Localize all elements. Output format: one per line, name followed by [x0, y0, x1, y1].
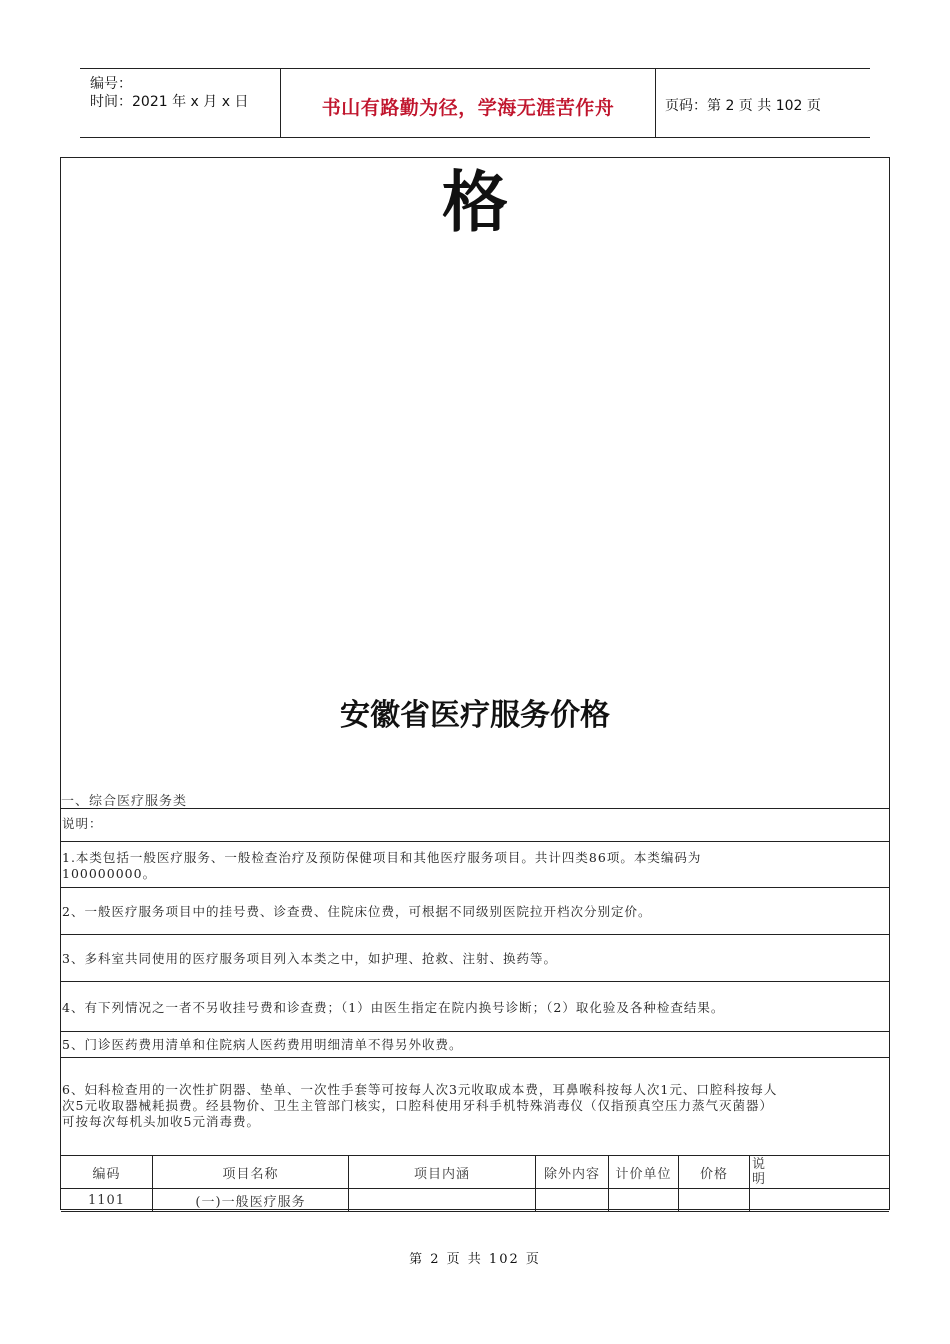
note-text: 次5元收取器械耗损费。经县物价、卫生主管部门核实，口腔科使用牙科手机特殊消毒仪（仅指预真空压力蒸气灭菌器） [62, 1098, 773, 1113]
table-header-row [61, 1156, 889, 1189]
header-motto-cell [280, 69, 656, 137]
column-header-cell [750, 1156, 889, 1188]
note-text: 4、有下列情况之一者不另收挂号费和诊查费；（1）由医生指定在院内换号诊断；（2）取化验及各种检查结果。 [62, 1000, 725, 1015]
column-header: 计价单位 [609, 1156, 679, 1188]
note-text: 3、多科室共同使用的医疗服务项目列入本类之中，如护理、抢救、注射、换药等。 [62, 951, 557, 966]
section-heading: 一、综合医疗服务类 [61, 794, 188, 809]
table-cell [536, 1189, 609, 1211]
table-cell [609, 1189, 679, 1211]
page-header [80, 68, 870, 138]
column-header: 说明 [752, 1157, 767, 1187]
note-row [61, 808, 889, 841]
note-row [61, 934, 889, 981]
motto-text: 书山有路勤为径，学海无涯苦作舟 [321, 97, 615, 119]
note-text: 说明： [62, 816, 103, 831]
note-row [61, 981, 889, 1031]
header-meta-cell [80, 69, 280, 137]
note-text: 100000000。 [62, 866, 157, 881]
big-character: 格 [442, 164, 508, 241]
table-row [61, 1189, 889, 1212]
column-header: 项目名称 [153, 1156, 349, 1188]
column-header: 除外内容 [536, 1156, 609, 1188]
header-page-cell [655, 69, 870, 137]
note-row [61, 1057, 889, 1155]
column-header: 项目内涵 [349, 1156, 536, 1188]
document-title: 安徽省医疗服务价格 [340, 698, 610, 733]
document-frame [60, 157, 890, 1210]
price-table [61, 1155, 889, 1212]
note-text: 可按每次每机头加收5元消毒费。 [62, 1114, 260, 1129]
note-row [61, 887, 889, 934]
table-cell: 1101 [61, 1189, 153, 1211]
page-footer: 第 2 页 共 102 页 [409, 1252, 541, 1267]
time-label: 时间：2021 年 x 月 x 日 [90, 94, 249, 110]
table-cell [750, 1189, 889, 1211]
column-header: 编码 [61, 1156, 153, 1188]
table-cell [349, 1189, 536, 1211]
table-cell [679, 1189, 750, 1211]
note-text: 1.本类包括一般医疗服务、一般检查治疗及预防保健项目和其他医疗服务项目。共计四类86项。本类编码为 [62, 850, 702, 865]
note-text: 2、一般医疗服务项目中的挂号费、诊查费、住院床位费，可根据不同级别医院拉开档次分别定价。 [62, 904, 652, 919]
column-header: 价格 [679, 1156, 750, 1188]
note-row [61, 1031, 889, 1057]
table-cell: (一)一般医疗服务 [153, 1189, 349, 1211]
note-row [61, 841, 889, 887]
note-text: 6、妇科检查用的一次性扩阴器、垫单、一次性手套等可按每人次3元收取成本费，耳鼻喉科按每人次1元、口腔科按每人 [62, 1082, 778, 1097]
note-text: 5、门诊医药费用清单和住院病人医药费用明细清单不得另外收费。 [62, 1037, 463, 1052]
page-info: 页码：第 2 页 共 102 页 [665, 98, 821, 114]
number-label: 编号： [90, 76, 132, 92]
